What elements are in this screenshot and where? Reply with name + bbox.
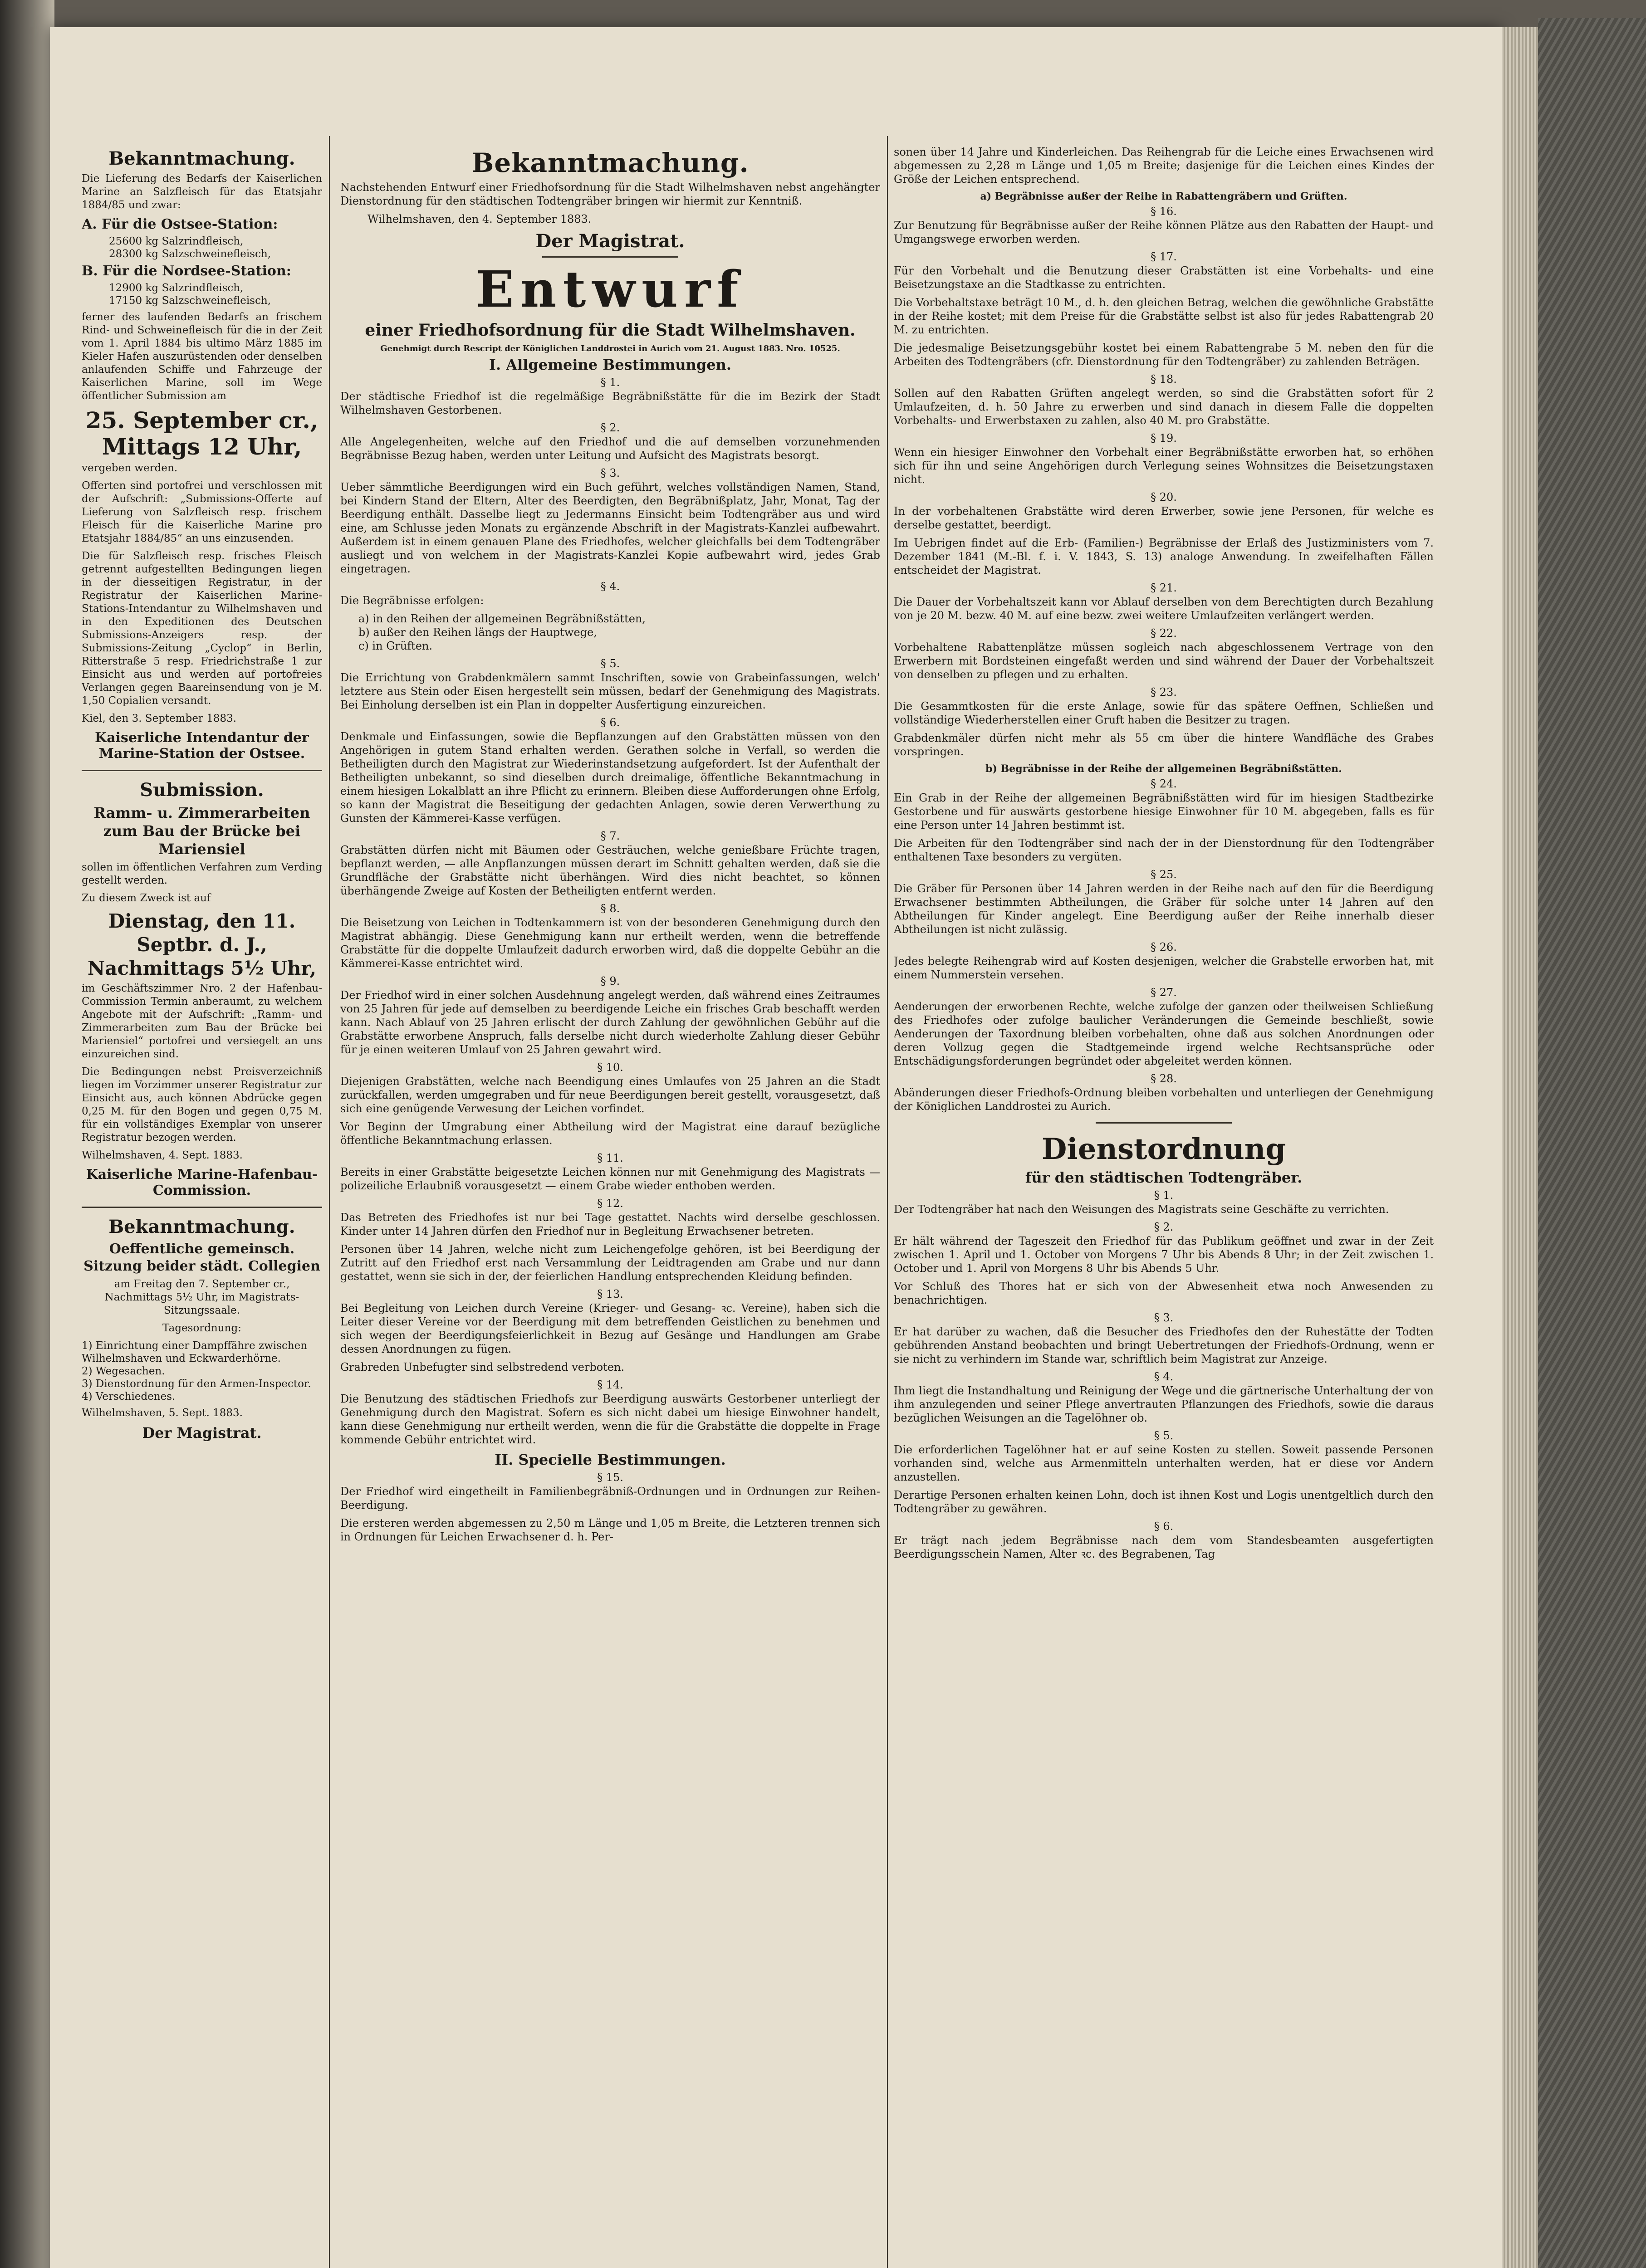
paragraph-text: Er trägt nach jedem Begräbnisse nach dem vom Standesbeamten ausgefertigten Beerdigungsschein Namen, Alter ꝛc. des Begrabenen, Tag [894, 1534, 1434, 1560]
column-left [82, 145, 322, 2268]
approval-note: Genehmigt durch Rescript der Königlichen Landdrostei in Aurich vom 21. August 1883. Nro. 10525. [380, 344, 840, 353]
column-right [894, 145, 1434, 2268]
notice-text: ferner des laufenden Bedarfs an frischem Rind- und Schweinefleisch für die in der Zeit vom 1. April 1884 bis ultimo März 1885 im Kieler Hafen auszurüstenden oder denselben anlaufenden Schiffe und Fahrzeuge der Kaiserlichen Marine, soll im Wege öffentlicher Submission am [82, 311, 322, 402]
notice-text: Die Lieferung des Bedarfs der Kaiserlichen Marine an Salzfleisch für das Etatsjahr 1884/85 und zwar: [82, 173, 322, 211]
paragraph-text: Aenderungen der erworbenen Rechte, welche zufolge der ganzen oder theilweisen Schließung des Friedhofes oder zufolge baulicher Veränderungen die Gemeinde beschließt, sowie Aenderungen der Taxordnung bleiben vorbehalten, ohne daß aus solchen Anordnungen oder deren Vollzug gegen die Stadtgemeinde irgend welche Rechtsansprüche oder Entschädigungsforderungen begründet oder abgeleitet werden können. [894, 1000, 1434, 1067]
paragraph-number: § 13. [597, 1288, 623, 1300]
paragraph-number: § 19. [1151, 432, 1177, 445]
paragraph-text: Jedes belegte Reihengrab wird auf Kosten desjenigen, welcher die Grabstelle erworben hat, mit einem Nummerstein versehen. [894, 955, 1434, 981]
paragraph-text: Die Begräbnisse erfolgen: [340, 594, 484, 607]
notice-text: Die für Salzfleisch resp. frisches Fleisch getrennt aufgestellten Bedingungen liegen in der diesseitigen Registratur, in der Registratur der Kaiserlichen Marine-Stations-Intendantur zu Wilhelmshaven und in den Expeditionen des Deutschen Submissions-Anzeigers resp. der Submissions-Zeitung „Cyclop“ in Berlin, Ritterstraße 5 resp. Friedrichstraße 1 zur Einsicht aus und werden auf portofreies Verlangen gegen Baareinsendung von je M. 1,50 Copialien versandt. [82, 550, 322, 707]
paragraph-text: Ueber sämmtliche Beerdigungen wird ein Buch geführt, welches vollständigen Namen, Stand, bei Kindern Stand der Eltern, Alter des Beerdigten, den Begräbnißplatz, Jahr, Monat, Tag der Beerdigung enthält. Dasselbe liegt zu Jedermanns Einsicht beim Todtengräber aus und wird eine, am Schlusse jeden Monats zu ergänzende Abschrift in der Magistrats-Kanzlei aufbewahrt. Außerdem ist in einem genauen Plane des Friedhofes, welcher gleichfalls bei dem Todtengräber ausliegt und von welchem in der Magistrats-Kanzlei Kopie aufbewahrt wird, jedes Grab eingetragen. [340, 481, 880, 575]
paragraph-number: § 14. [597, 1378, 623, 1391]
paragraph-text: Der Friedhof wird in einer solchen Ausdehnung angelegt werden, daß während eines Zeitraumes von 25 Jahren für jede auf demselben zu beerdigende Leiche ein frisches Grab beschafft werden kann. Nach Ablauf von 25 Jahren erlischt der durch Zahlung der gewöhnlichen Gebühr auf die Grabstätte erworbene Anspruch, falls derselbe nicht durch wiederholte Zahlung dieser Gebühr für je einen weiteren Umlauf von 25 Jahren gewahrt wird. [340, 989, 880, 1056]
paragraph-number: § 23. [1151, 686, 1177, 699]
paragraph-text: Vor Beginn der Umgrabung einer Abtheilung wird der Magistrat eine darauf bezügliche öffentliche Bekanntmachung erlassen. [340, 1120, 880, 1147]
paragraph-number: § 18. [1151, 373, 1177, 386]
paragraph-text: Die Gräber für Personen über 14 Jahren werden in der Reihe nach auf den für die Beerdigung Erwachsener bestimmten Abtheilungen, die Gräber für solche unter 14 Jahren auf den Abtheilungen für Kinder angelegt. Eine Beerdigung außer der Reihe innerhalb dieser Abtheilungen ist nicht zulässig. [894, 882, 1434, 936]
paragraph-text: Die Vorbehaltstaxe beträgt 10 M., d. h. den gleichen Betrag, welchen die gewöhnliche Grabstätte in der Reihe kostet; mit dem Preise für die Grabstätte selbst ist also für jedes Rabattengrab 20 M. zu entrichten. [894, 296, 1434, 336]
paragraph-number: § 11. [597, 1152, 623, 1164]
paragraph-text: Die Arbeiten für den Todtengräber sind nach der in der Dienstordnung für den Todtengräber enthaltenen Taxe besonders zu vergüten. [894, 837, 1434, 863]
paragraph-number: § 1. [600, 376, 620, 389]
notice-text: Die Bedingungen nebst Preisverzeichniß liegen im Vorzimmer unserer Registratur zur Einsicht aus, auch können Abdrücke gegen 0,25 M. für den Bogen und gegen 0,75 M. für ein vollständiges Exemplar von unserer Registratur bezogen werden. [82, 1066, 322, 1144]
paragraph-number: § 4. [1154, 1370, 1174, 1383]
paragraph-text: Er hat darüber zu wachen, daß die Besucher des Friedhofes den der Ruhestätte der Todten gebührenden Anstand beobachten und bringt Uebertretungen der Friedhofs-Ordnung, wenn er sie nicht zu verhindern im Stande war, schriftlich beim Magistrat zur Anzeige. [894, 1325, 1434, 1365]
paragraph-number: § 7. [600, 830, 620, 842]
paragraph-text: In der vorbehaltenen Grabstätte wird deren Erwerber, sowie jene Personen, für welche es derselbe gestattet, beerdigt. [894, 505, 1434, 531]
list-item: 17150 kg Salzschweinefleisch, [109, 295, 271, 307]
section-heading: II. Specielle Bestimmungen. [495, 1451, 726, 1468]
notice-text: vergeben werden. [82, 462, 178, 474]
paragraph-number: § 5. [600, 657, 620, 670]
paragraph-text: Der Friedhof wird eingetheilt in Familienbegräbniß-Ordnungen und in Ordnungen zur Reihen-Beerdigung. [340, 1485, 880, 1511]
paragraph-number: § 10. [597, 1061, 623, 1074]
paragraph-text: Im Uebrigen findet auf die Erb- (Familien-) Begräbnisse der Erlaß des Justizministers vom 7. Dezember 1841 (M.-Bl. f. i. V. 1843, S. 13) analoge Anwendung. In zweifelhaften Fällen entscheidet der Magistrat. [894, 537, 1434, 577]
paragraph-text: Grabdenkmäler dürfen nicht mehr als 55 cm über die hintere Wandfläche des Grabes vorspringen. [894, 732, 1434, 758]
paragraph-text: Die Gesammtkosten für die erste Anlage, sowie für das spätere Oeffnen, Schließen und vollständige Wiederherstellen einer Gruft haben die Besitzer zu tragen. [894, 700, 1434, 726]
notice-text: sollen im öffentlichen Verfahren zum Verding gestellt werden. [82, 861, 322, 886]
signature: Kaiserliche Marine-Hafenbau-Commission. [86, 1167, 318, 1198]
station-heading: A. Für die Ostsee-Station: [82, 216, 278, 232]
divider [82, 1207, 322, 1208]
paragraph-text: Denkmale und Einfassungen, sowie die Bepflanzungen auf den Grabstätten müssen von den Angehörigen in gutem Stand erhalten werden. Gerathen solche in Verfall, so werden die Betheiligten durch den Magistrat zur Wiederinstandsetzung aufgefordert. Ist der Aufenthalt der Betheiligten unbekannt, so sind dieselben durch dreimalige, öffentliche Bekanntmachung in einem hiesigen Lokalblatt an ihre Pflicht zu erinnern. Bleiben diese Aufforderungen ohne Erfolg, so kann der Magistrat die Beseitigung der gedachten Anlagen, sowie deren Verwerthung zu Gunsten der Kämmerei-Kasse verfügen. [340, 730, 880, 825]
paragraph-text: Die jedesmalige Beisetzungsgebühr kostet bei einem Rabattengrabe 5 M. neben den für die Arbeiten des Todtengräbers (cfr. Dienstordnung für den Todtengräber) zu zahlenden Beträgen. [894, 342, 1434, 368]
agenda-item: 1) Einrichtung einer Dampffähre zwischen Wilhelmshaven und Eckwarderhörne. [82, 1340, 308, 1364]
list-item: a) in den Reihen der allgemeinen Begräbnißstätten, [358, 612, 646, 625]
paragraph-text: Vorbehaltene Rabattenplätze müssen sogleich nach abgeschlossenem Vertrage von den Erwerbern mit Bordsteinen eingefaßt werden und sind während der Dauer der Vorbehaltszeit von denselben zu pflegen und zu erhalten. [894, 641, 1434, 681]
notice-subtitle: Ramm- u. Zimmerarbeiten zum Bau der Brücke bei Mariensiel [93, 804, 310, 858]
column-middle [340, 145, 880, 2268]
deadline-date: 25. September cr., Mittags 12 Uhr, [85, 407, 318, 460]
paragraph-number: § 24. [1151, 777, 1177, 790]
paragraph-text: Ihm liegt die Instandhaltung und Reinigung der Wege und die gärtnerische Unterhaltung der von ihm anzulegenden und seiner Pflege anvertrauten Pflanzungen des Friedhofs, sowie die daraus bezüglichen Weisungen an die Tagelöhner ob. [894, 1384, 1434, 1424]
paragraph-number: § 15. [597, 1471, 623, 1484]
paragraph-text: Diejenigen Grabstätten, welche nach Beendigung eines Umlaufes von 25 Jahren an die Stadt zurückfallen, werden umgegraben und für neue Beerdigungen bereit gestellt, vorausgesetzt, daß sich eine genügende Verwesung der Leichen vorfindet. [340, 1075, 880, 1115]
subsection-heading: a) Begräbnisse außer der Reihe in Rabattengräbern und Grüften. [980, 191, 1347, 202]
signature: Kaiserliche Intendantur der Marine-Station der Ostsee. [95, 730, 309, 762]
list-item: b) außer den Reihen längs der Hauptwege, [358, 626, 597, 639]
section-heading: I. Allgemeine Bestimmungen. [489, 356, 731, 373]
paragraph-number: § 1. [1154, 1189, 1174, 1202]
paragraph-text: Personen über 14 Jahren, welche nicht zum Leichengefolge gehören, ist bei Beerdigung der Zutritt auf den Friedhof erst nach Versammlung der Leidtragenden am Grabe und nur dann gestattet, wenn sie sich in der, der feierlichen Handlung entsprechenden Kleidung befinden. [340, 1243, 880, 1283]
divider [82, 770, 322, 771]
divider [542, 256, 678, 258]
paragraph-number: § 3. [600, 467, 620, 479]
paragraph-number: § 21. [1151, 582, 1177, 594]
notice-text: Zu diesem Zweck ist auf [82, 892, 211, 904]
list-item: c) in Grüften. [358, 640, 433, 652]
signature: Der Magistrat. [142, 1424, 262, 1442]
paragraph-number: § 17. [1151, 250, 1177, 263]
place-date: Wilhelmshaven, 4. Sept. 1883. [82, 1149, 243, 1161]
paragraph-number: § 4. [600, 580, 620, 593]
paragraph-text: Derartige Personen erhalten keinen Lohn, doch ist ihnen Kost und Logis unentgeltlich durch den Todtengräber zu gewähren. [894, 1489, 1434, 1515]
paragraph-text: Abänderungen dieser Friedhofs-Ordnung bleiben vorbehalten und unterliegen der Genehmigung der Königlichen Landdrostei zu Aurich. [894, 1086, 1434, 1113]
paragraph-number: § 8. [600, 902, 620, 915]
divider [1096, 1122, 1232, 1124]
paragraph-number: § 6. [1154, 1520, 1174, 1533]
marbled-cover [1538, 18, 1646, 2268]
book-spine [0, 0, 54, 2268]
notice-title: Bekanntmachung. [108, 148, 295, 169]
paragraph-text: Der Todtengräber hat nach den Weisungen des Magistrats seine Geschäfte zu verrichten. [894, 1203, 1389, 1216]
paragraph-text: Die Beisetzung von Leichen in Todtenkammern ist von der besonderen Genehmigung durch den Magistrat abhängig. Diese Genehmigung kann nur ertheilt werden, wenn die betreffende Grabstätte für die doppelte Umlaufzeit dadurch erworben wird, daß die doppelte Gebühr an die Kämmerei-Kasse entrichtet wird. [340, 916, 880, 970]
paragraph-number: § 3. [1154, 1311, 1174, 1324]
notice-subtitle: Oeffentliche gemeinsch. Sitzung beider städt. Collegien [83, 1241, 320, 1274]
notice-text: im Geschäftszimmer Nro. 2 der Hafenbau-Commission Termin anberaumt, zu welchem Angebote mit der Aufschrift: „Ramm- und Zimmerarbeiten zum Bau der Brücke bei Mariensiel“ portofrei und versiegelt an uns einzureichen sind. [82, 982, 322, 1060]
list-item: 28300 kg Salzschweinefleisch, [109, 248, 271, 260]
paragraph-text: Zur Benutzung für Begräbnisse außer der Reihe können Plätze aus den Rabatten der Haupt- und Umgangswege erworben werden. [894, 219, 1434, 245]
agenda-item: 4) Verschiedenes. [82, 1391, 176, 1403]
paragraph-number: § 5. [1154, 1429, 1174, 1442]
entwurf-subtitle: einer Friedhofsordnung für die Stadt Wilhelmshaven. [365, 321, 856, 340]
deadline-date: Dienstag, den 11. Septbr. d. J., Nachmittags 5½ Uhr, [87, 910, 317, 979]
paragraph-text: Grabreden Unbefugter sind selbstredend verboten. [340, 1361, 625, 1374]
entwurf-heading: Entwurf [475, 260, 745, 318]
notice-text: am Freitag den 7. September cr., Nachmittags 5½ Uhr, im Magistrats-Sitzungssaale. [104, 1278, 299, 1316]
paragraph-number: § 2. [600, 421, 620, 434]
place-date: Wilhelmshaven, 5. Sept. 1883. [82, 1407, 243, 1419]
paragraph-text: Die Benutzung des städtischen Friedhofs zur Beerdigung auswärts Gestorbener unterliegt der Genehmigung durch den Magistrat. Sofern es sich nicht dabei um hiesige Einwohner handelt, kann diese Genehmigung nur ertheilt werden, wenn die für die Grabstätte die doppelte in Frage kommende Gebühr entrichtet wird. [340, 1393, 880, 1446]
agenda-item: 3) Dienstordnung für den Armen-Inspector. [82, 1378, 311, 1390]
paragraph-number: § 25. [1151, 868, 1177, 881]
paragraph-number: § 26. [1151, 941, 1177, 953]
paragraph-text: Die ersteren werden abgemessen zu 2,50 m Länge und 1,05 m Breite, die Letzteren trennen sich in Ordnungen für Leichen Erwachsener d. h. Per- [340, 1517, 880, 1543]
paragraph-text: Der städtische Friedhof ist die regelmäßige Begräbnißstätte für die im Bezirk der Stadt Wilhelmshaven Gestorbenen. [340, 390, 880, 416]
paragraph-text: Wenn ein hiesiger Einwohner den Vorbehalt einer Begräbnißstätte erworben hat, so erhöhen sich für ihn und seine Angehörigen durch Verlegung seines Wohnsitzes die Beisetzungstaxen nicht. [894, 446, 1434, 486]
signature: Der Magistrat. [535, 230, 685, 252]
paragraph-text: Alle Angelegenheiten, welche auf den Friedhof und die auf demselben vorzunehmenden Begräbnisse Bezug haben, werden unter Leitung und Aufsicht des Magistrats besorgt. [340, 435, 880, 462]
notice-text: Offerten sind portofrei und verschlossen mit der Aufschrift: „Submissions-Offerte auf Lieferung von Salzfleisch resp. frischem Fleisch für die Kaiserliche Marine pro Etatsjahr 1884/85“ an uns einzusenden. [82, 480, 322, 544]
notice-title: Submission. [140, 779, 264, 801]
paragraph-number: § 22. [1151, 627, 1177, 640]
page-edges [1502, 27, 1538, 2268]
paragraph-number: § 20. [1151, 491, 1177, 503]
paragraph-text: Die Dauer der Vorbehaltszeit kann vor Ablauf derselben von dem Berechtigten durch Bezahlung von je 20 M. bezw. 40 M. auf eine bezw. zwei weitere Umlaufzeiten verlängert werden. [894, 596, 1434, 622]
paragraph-text: Bereits in einer Grabstätte beigesetzte Leichen können nur mit Genehmigung des Magistrats — polizeiliche Erlaubniß vorausgesetzt — einem Grabe wieder enthoben werden. [340, 1166, 880, 1192]
paragraph-text: Die Errichtung von Grabdenkmälern sammt Inschriften, sowie von Grabeinfassungen, welch' letztere aus Stein oder Eisen hergestellt sein müssen, bedarf der Genehmigung des Magistrats. Bei Einholung derselben ist ein Plan in doppelter Ausfertigung einzureichen. [340, 671, 880, 711]
paragraph-text: Er hält während der Tageszeit den Friedhof für das Publikum geöffnet und zwar in der Zeit zwischen 1. April und 1. October von Morgens 7 Uhr bis Abends 8 Uhr; in der Zeit zwischen 1. October und 1. April von Morgens 8 Uhr bis Abends 5 Uhr. [894, 1235, 1434, 1275]
column-rule [887, 136, 888, 2268]
subsection-heading: b) Begräbnisse in der Reihe der allgemeinen Begräbnißstätten. [985, 763, 1342, 775]
paragraph-number: § 16. [1151, 205, 1177, 218]
paragraph-text: Für den Vorbehalt und die Benutzung dieser Grabstätten ist eine Vorbehalts- und eine Beisetzungstaxe an die Stadtkasse zu entrichten. [894, 264, 1434, 291]
column-rule [329, 136, 330, 2268]
paragraph-number: § 27. [1151, 986, 1177, 999]
paragraph-number: § 9. [600, 975, 620, 987]
list-item: 12900 kg Salzrindfleisch, [109, 282, 244, 294]
agenda-item: 2) Wegesachen. [82, 1365, 165, 1377]
agenda-label: Tagesordnung: [162, 1322, 241, 1334]
paragraph-text: Ein Grab in der Reihe der allgemeinen Begräbnißstätten wird für im hiesigen Stadtbezirke Gestorbene und für auswärts gestorbene hiesige Einwohner für 10 M. abgegeben, falls es für eine Person unter 14 Jahren bestimmt ist. [894, 792, 1434, 831]
list-item: 25600 kg Salzrindfleisch, [109, 235, 244, 247]
station-heading: B. Für die Nordsee-Station: [82, 263, 291, 279]
paragraph-text: Das Betreten des Friedhofes ist nur bei Tage gestattet. Nachts wird derselbe geschlossen. Kinder unter 14 Jahren dürfen den Friedhof nur in Begleitung Erwachsener betreten. [340, 1211, 880, 1237]
paragraph-number: § 2. [1154, 1221, 1174, 1233]
notice-text: Nachstehenden Entwurf einer Friedhofsordnung für die Stadt Wilhelmshaven nebst angehängter Dienstordnung für den städtischen Todtengräber bringen wir hiermit zur Kenntniß. [340, 181, 880, 207]
paragraph-text: Grabstätten dürfen nicht mit Bäumen oder Gesträuchen, welche genießbare Früchte tragen, bepflanzt werden, — alle Anpflanzungen müssen derart im Schnitt gehalten werden, daß sie die Grundfläche der Grabstätte nicht überhängen. Wird dies nicht beachtet, so können überhängende Zweige auf Kosten der Betheiligten entfernt werden. [340, 844, 880, 897]
paragraph-text: Sollen auf den Rabatten Grüften angelegt werden, so sind die Grabstätten sofort für 2 Umlaufzeiten, d. h. 50 Jahre zu erwerben und sind danach in diesem Falle die doppelten Vorbehalts- und Erwerbstaxen zu zahlen, also 40 M. pro Grabstätte. [894, 387, 1434, 427]
paragraph-number: § 6. [600, 716, 620, 729]
place-date: Kiel, den 3. September 1883. [82, 713, 237, 724]
paragraph-number: § 12. [597, 1197, 623, 1210]
paragraph-text: sonen über 14 Jahre und Kinderleichen. Das Reihengrab für die Leiche eines Erwachsenen wird abgemessen zu 2,28 m Länge und 1,05 m Breite; dasjenige für die Leichen eines Kindes der Größe der Leichen entsprechend. [894, 146, 1434, 186]
dienstordnung-subtitle: für den städtischen Todtengräber. [1025, 1169, 1303, 1186]
notice-title: Bekanntmachung. [108, 1216, 295, 1237]
notice-title: Bekanntmachung. [471, 147, 749, 178]
paragraph-number: § 28. [1151, 1072, 1177, 1085]
dienstordnung-heading: Dienstordnung [1041, 1132, 1286, 1166]
paragraph-text: Vor Schluß des Thores hat er sich von der Abwesenheit etwa noch Anwesenden zu benachrichtigen. [894, 1280, 1434, 1306]
paragraph-text: Die erforderlichen Tagelöhner hat er auf seine Kosten zu stellen. Soweit passende Personen vorhanden sind, welche aus Armenmitteln unterhalten werden, hat er diese vor Andern anzustellen. [894, 1443, 1434, 1483]
paragraph-text: Bei Begleitung von Leichen durch Vereine (Krieger- und Gesang- ꝛc. Vereine), haben sich die Leiter dieser Vereine vor der Beerdigung mit dem betreffenden Geistlichen zu benehmen und sich wegen der Beerdigungsfeierlichkeit in Bezug auf Gesänge und Handlungen am Grabe dessen Anordnungen zu fügen. [340, 1302, 880, 1355]
place-date: Wilhelmshaven, den 4. September 1883. [367, 213, 592, 225]
